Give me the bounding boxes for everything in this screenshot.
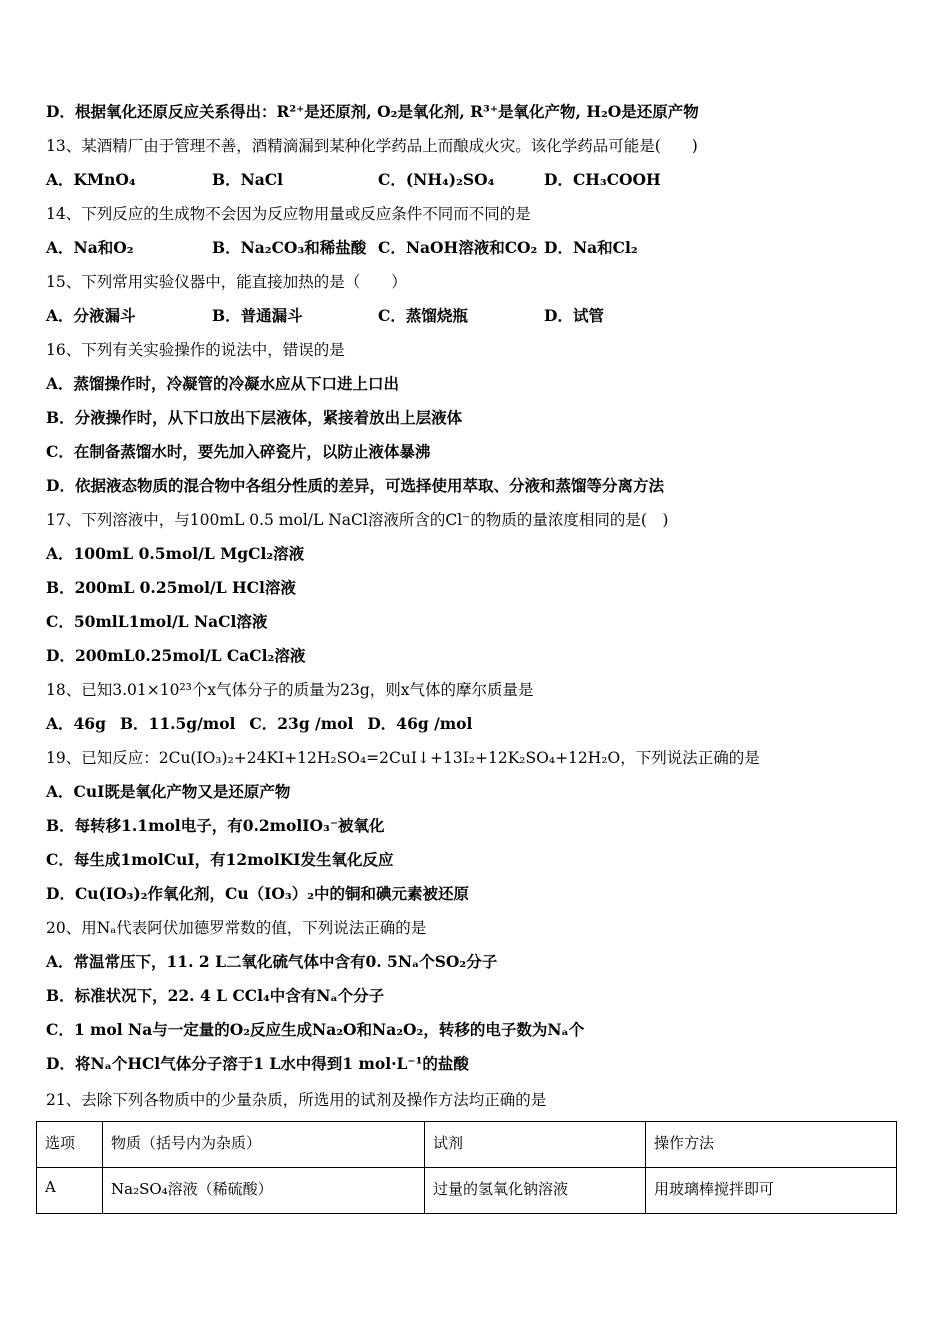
- q20-option-b: B．标准状况下，22. 4 L CCl₄中含有Nₐ个分子: [46, 986, 385, 1005]
- q15-options: [46, 306, 910, 326]
- q16-option-b: B．分液操作时，从下口放出下层液体，紧接着放出上层液体: [46, 408, 463, 427]
- table-header-cell: 物质（括号内为杂质）: [103, 1122, 425, 1168]
- q15-stem: 15、下列常用实验仪器中，能直接加热的是（ ）: [46, 273, 407, 291]
- q17-option-b: B．200mL 0.25mol/L HCl溶液: [46, 578, 296, 597]
- q16-option-a: A．蒸馏操作时，冷凝管的冷凝水应从下口进上口出: [46, 374, 400, 393]
- table-header-cell: 试剂: [425, 1122, 646, 1168]
- q14-options: [46, 238, 910, 258]
- q18-stem: 18、已知3.01×10²³个x气体分子的质量为23g，则x气体的摩尔质量是: [46, 681, 534, 699]
- table-cell: 过量的氢氧化钠溶液: [425, 1168, 646, 1214]
- q14-option-c: C．NaOH溶液和CO₂: [378, 238, 538, 257]
- q13-options: [46, 170, 910, 190]
- q15-option-c: C．蒸馏烧瓶: [378, 306, 468, 325]
- q20-stem: 20、用Nₐ代表阿伏加德罗常数的值，下列说法正确的是: [46, 919, 427, 937]
- table-header-cell: 操作方法: [646, 1122, 897, 1168]
- q20-option-d: D．将Nₐ个HCl气体分子溶于1 L水中得到1 mol·L⁻¹的盐酸: [46, 1054, 469, 1073]
- q19-option-d: D．Cu(IO₃)₂作氧化剂，Cu（IO₃）₂中的铜和碘元素被还原: [46, 884, 469, 903]
- table-row: [37, 1168, 897, 1214]
- table-header-row: [37, 1122, 897, 1168]
- q20-option-a: A．常温常压下，11. 2 L二氧化硫气体中含有0. 5Nₐ个SO₂分子: [46, 952, 498, 971]
- q16-option-d: D．依据液态物质的混合物中各组分性质的差异，可选择使用萃取、分液和蒸馏等分离方法: [46, 476, 664, 495]
- q13-option-c: C．(NH₄)₂SO₄: [378, 170, 495, 189]
- q13-stem: 13、某酒精厂由于管理不善，酒精滴漏到某种化学药品上而酿成火灾。该化学药品可能是( ): [46, 137, 698, 155]
- q18-option-a: A．46g: [46, 714, 106, 733]
- q21-stem: 21、去除下列各物质中的少量杂质，所选用的试剂及操作方法均正确的是: [46, 1091, 547, 1109]
- q21-table: [36, 1121, 897, 1214]
- q19-option-b: B．每转移1.1mol电子，有0.2molIO₃⁻被氧化: [46, 816, 385, 835]
- q12-option-d: D．根据氧化还原反应关系得出：R²⁺是还原剂, O₂是氧化剂, R³⁺是氧化产物, H₂O是还原产物: [46, 102, 699, 121]
- table-cell: Na₂SO₄溶液（稀硫酸）: [103, 1168, 425, 1214]
- q14-stem: 14、下列反应的生成物不会因为反应物用量或反应条件不同而不同的是: [46, 205, 531, 223]
- q19-option-a: A．CuI既是氧化产物又是还原产物: [46, 782, 291, 801]
- q16-stem: 16、下列有关实验操作的说法中，错误的是: [46, 341, 345, 359]
- q18-options: [46, 714, 910, 734]
- q18-option-c: C．23g /mol: [249, 714, 354, 733]
- q17-option-d: D．200mL0.25mol/L CaCl₂溶液: [46, 646, 306, 665]
- q17-option-a: A．100mL 0.5mol/L MgCl₂溶液: [46, 544, 305, 563]
- q13-option-b: B．NaCl: [212, 170, 284, 189]
- q15-option-d: D．试管: [544, 306, 604, 325]
- q17-option-c: C．50mlL1mol/L NaCl溶液: [46, 612, 268, 631]
- table-cell: A: [37, 1168, 103, 1214]
- table-cell: 用玻璃棒搅拌即可: [646, 1168, 897, 1214]
- q15-option-a: A．分液漏斗: [46, 306, 136, 325]
- q19-option-c: C．每生成1molCuI，有12molKI发生氧化反应: [46, 850, 394, 869]
- q17-stem: 17、下列溶液中，与100mL 0.5 mol/L NaCl溶液所含的Cl⁻的物质的量浓度相同的是( ): [46, 511, 669, 529]
- q13-option-a: A．KMnO₄: [46, 170, 136, 189]
- q19-stem: 19、已知反应：2Cu(IO₃)₂+24KI+12H₂SO₄=2CuI↓+13I₂+12K₂SO₄+12H₂O，下列说法正确的是: [46, 749, 760, 767]
- q15-option-b: B．普通漏斗: [212, 306, 303, 325]
- q14-option-a: A．Na和O₂: [46, 238, 134, 257]
- q13-option-d: D．CH₃COOH: [544, 170, 661, 189]
- q14-option-d: D．Na和Cl₂: [544, 238, 638, 257]
- table-header-cell: 选项: [37, 1122, 103, 1168]
- q14-option-b: B．Na₂CO₃和稀盐酸: [212, 238, 367, 257]
- q20-option-c: C．1 mol Na与一定量的O₂反应生成Na₂O和Na₂O₂，转移的电子数为Nₐ个: [46, 1020, 585, 1039]
- q18-option-b: B．11.5g/mol: [119, 714, 236, 733]
- q18-option-d: D．46g /mol: [367, 714, 473, 733]
- q16-option-c: C．在制备蒸馏水时，要先加入碎瓷片，以防止液体暴沸: [46, 442, 431, 461]
